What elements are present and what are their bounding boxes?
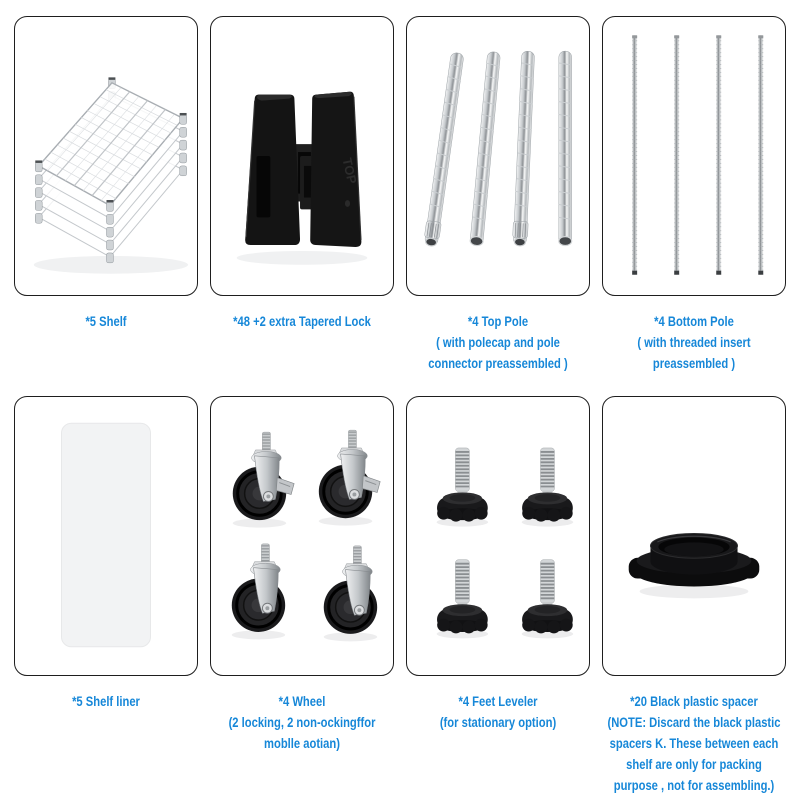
caption-line: preassembled ) xyxy=(652,355,736,371)
caption-line: connector preassembled ) xyxy=(428,355,568,371)
part-cell-wheel xyxy=(210,396,394,776)
top-pole-caption xyxy=(378,311,618,374)
feet-leveler-image-box xyxy=(406,396,590,676)
part-cell-bottom-pole xyxy=(602,16,786,396)
tapered-lock-icon xyxy=(211,17,393,295)
part-cell-top-pole xyxy=(406,16,590,396)
caption-line: (2 locking, 2 non-ockingffor xyxy=(228,714,376,730)
caption-line: (NOTE: Discard the black plastic xyxy=(607,714,781,730)
spacer-image-box xyxy=(602,396,786,676)
shelf-liner-caption xyxy=(0,691,226,712)
plastic-spacer-icon xyxy=(603,397,785,675)
feet-leveler-icon xyxy=(407,397,589,675)
wheel-image-box xyxy=(210,396,394,676)
top-pole-image-box xyxy=(406,16,590,296)
spacer-caption xyxy=(574,691,800,796)
wheel-caption xyxy=(182,691,422,754)
part-cell-feet-leveler xyxy=(406,396,590,776)
caption-line: *5 Shelf liner xyxy=(72,693,140,709)
caption-line: *4 Bottom Pole xyxy=(654,313,734,329)
shelf-liner-icon xyxy=(15,397,197,675)
part-cell-tapered-lock xyxy=(210,16,394,396)
shelf-liner-image-box xyxy=(14,396,198,676)
bottom-pole-icon xyxy=(603,17,785,295)
part-cell-shelf-liner xyxy=(14,396,198,776)
caption-line: *48 +2 extra Tapered Lock xyxy=(233,313,371,329)
top-pole-icon xyxy=(407,17,589,295)
caption-line: *20 Black plastic spacer xyxy=(630,693,758,709)
tapered-lock-image-box xyxy=(210,16,394,296)
caster-wheel-icon xyxy=(211,397,393,675)
part-cell-shelf xyxy=(14,16,198,396)
caption-line: (for stationary option) xyxy=(439,714,557,730)
bottom-pole-image-box xyxy=(602,16,786,296)
shelf-caption xyxy=(0,311,226,332)
caption-line: ( with polecap and pole xyxy=(436,334,560,350)
caption-line: *4 Top Pole xyxy=(467,313,529,329)
shelf-image-box xyxy=(14,16,198,296)
lock-embossed-text: TOP xyxy=(339,156,360,186)
caption-line: shelf are only for packing xyxy=(626,756,762,772)
bottom-pole-caption xyxy=(574,311,800,374)
feet-leveler-caption xyxy=(378,691,618,733)
caption-line: ( with threaded insert xyxy=(637,334,751,350)
wire-shelf-stack-icon xyxy=(15,17,197,295)
part-cell-spacer xyxy=(602,396,786,793)
caption-line: *4 Feet Leveler xyxy=(458,693,538,709)
tapered-lock-caption xyxy=(182,311,422,332)
caption-line: spacers K. These between each xyxy=(609,735,779,751)
caption-line: purpose , not for assembling.) xyxy=(613,777,775,793)
caption-line: *4 Wheel xyxy=(278,693,326,709)
caption-line: *5 Shelf xyxy=(85,313,127,329)
caption-line: moblle aotian) xyxy=(264,735,340,751)
